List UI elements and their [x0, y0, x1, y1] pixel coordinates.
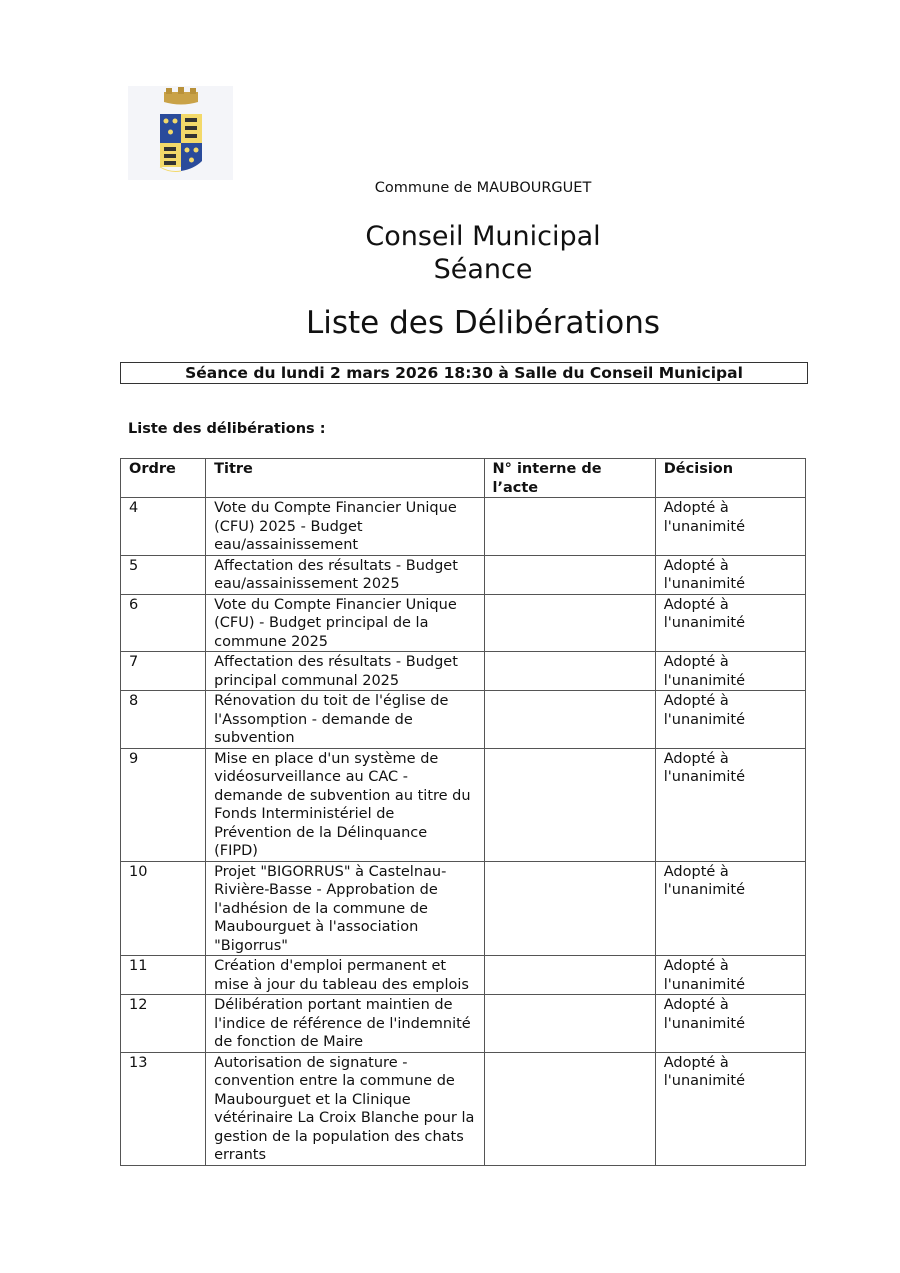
list-label: Liste des délibérations : — [128, 421, 326, 437]
cell-titre: Rénovation du toit de l'église de l'Assomption - demande de subvention — [206, 691, 484, 749]
table-row — [121, 555, 806, 594]
cell-ordre: 4 — [121, 498, 206, 556]
cell-numero — [484, 555, 655, 594]
deliberations-table — [120, 458, 806, 1166]
table-row — [121, 1052, 806, 1165]
cell-ordre: 5 — [121, 555, 206, 594]
cell-titre: Vote du Compte Financier Unique (CFU) - Budget principal de la commune 2025 — [206, 594, 484, 652]
table-row — [121, 691, 806, 749]
cell-ordre: 9 — [121, 748, 206, 861]
header-decision: Décision — [655, 459, 805, 498]
table-row — [121, 956, 806, 995]
cell-titre: Vote du Compte Financier Unique (CFU) 2025 - Budget eau/assainissement — [206, 498, 484, 556]
cell-decision: Adopté à l'unanimité — [655, 748, 805, 861]
cell-decision: Adopté à l'unanimité — [655, 995, 805, 1053]
table-header-row — [121, 459, 806, 498]
table-row — [121, 995, 806, 1053]
cell-titre: Autorisation de signature - convention entre la commune de Maubourguet et la Clinique vétérinaire La Croix Blanche pour la gestion de la population des chats errants — [206, 1052, 484, 1165]
cell-decision: Adopté à l'unanimité — [655, 1052, 805, 1165]
cell-decision: Adopté à l'unanimité — [655, 498, 805, 556]
cell-ordre: 11 — [121, 956, 206, 995]
cell-decision: Adopté à l'unanimité — [655, 652, 805, 691]
table-row — [121, 594, 806, 652]
council-heading — [0, 220, 900, 286]
council-title: Conseil Municipal — [365, 221, 601, 252]
cell-titre: Affectation des résultats - Budget eau/assainissement 2025 — [206, 555, 484, 594]
cell-numero — [484, 861, 655, 956]
cell-titre: Création d'emploi permanent et mise à jour du tableau des emplois — [206, 956, 484, 995]
cell-ordre: 13 — [121, 1052, 206, 1165]
header-ordre: Ordre — [121, 459, 206, 498]
cell-numero — [484, 748, 655, 861]
cell-ordre: 10 — [121, 861, 206, 956]
header-numero: N° interne de l’acte — [484, 459, 655, 498]
document-title: Liste des Délibérations — [305, 305, 661, 341]
cell-numero — [484, 652, 655, 691]
header-titre: Titre — [206, 459, 484, 498]
cell-titre: Mise en place d'un système de vidéosurveillance au CAC - demande de subvention au titre du Fonds Interministériel de Prévention de la Délinquance (FIPD) — [206, 748, 484, 861]
cell-ordre: 6 — [121, 594, 206, 652]
cell-decision: Adopté à l'unanimité — [655, 861, 805, 956]
cell-decision: Adopté à l'unanimité — [655, 594, 805, 652]
table-row — [121, 652, 806, 691]
table-row — [121, 748, 806, 861]
cell-decision: Adopté à l'unanimité — [655, 956, 805, 995]
cell-decision: Adopté à l'unanimité — [655, 691, 805, 749]
commune-name: Commune de MAUBOURGUET — [374, 180, 592, 196]
cell-ordre: 8 — [121, 691, 206, 749]
cell-titre: Délibération portant maintien de l'indice de référence de l'indemnité de fonction de Maire — [206, 995, 484, 1053]
cell-numero — [484, 1052, 655, 1165]
cell-numero — [484, 995, 655, 1053]
cell-numero — [484, 691, 655, 749]
table-row — [121, 861, 806, 956]
coat-of-arms-icon — [128, 86, 233, 180]
cell-ordre: 7 — [121, 652, 206, 691]
table-row — [121, 498, 806, 556]
cell-decision: Adopté à l'unanimité — [655, 555, 805, 594]
cell-titre: Affectation des résultats - Budget principal communal 2025 — [206, 652, 484, 691]
cell-ordre: 12 — [121, 995, 206, 1053]
cell-titre: Projet "BIGORRUS" à Castelnau-Rivière-Basse - Approbation de l'adhésion de la commune de Maubourguet à l'association "Bigorrus" — [206, 861, 484, 956]
cell-numero — [484, 956, 655, 995]
seance-label: Séance — [433, 254, 533, 285]
cell-numero — [484, 498, 655, 556]
coat-of-arms-logo — [128, 86, 233, 180]
cell-numero — [484, 594, 655, 652]
seance-banner: Séance du lundi 2 mars 2026 18:30 à Salle du Conseil Municipal — [120, 362, 808, 384]
